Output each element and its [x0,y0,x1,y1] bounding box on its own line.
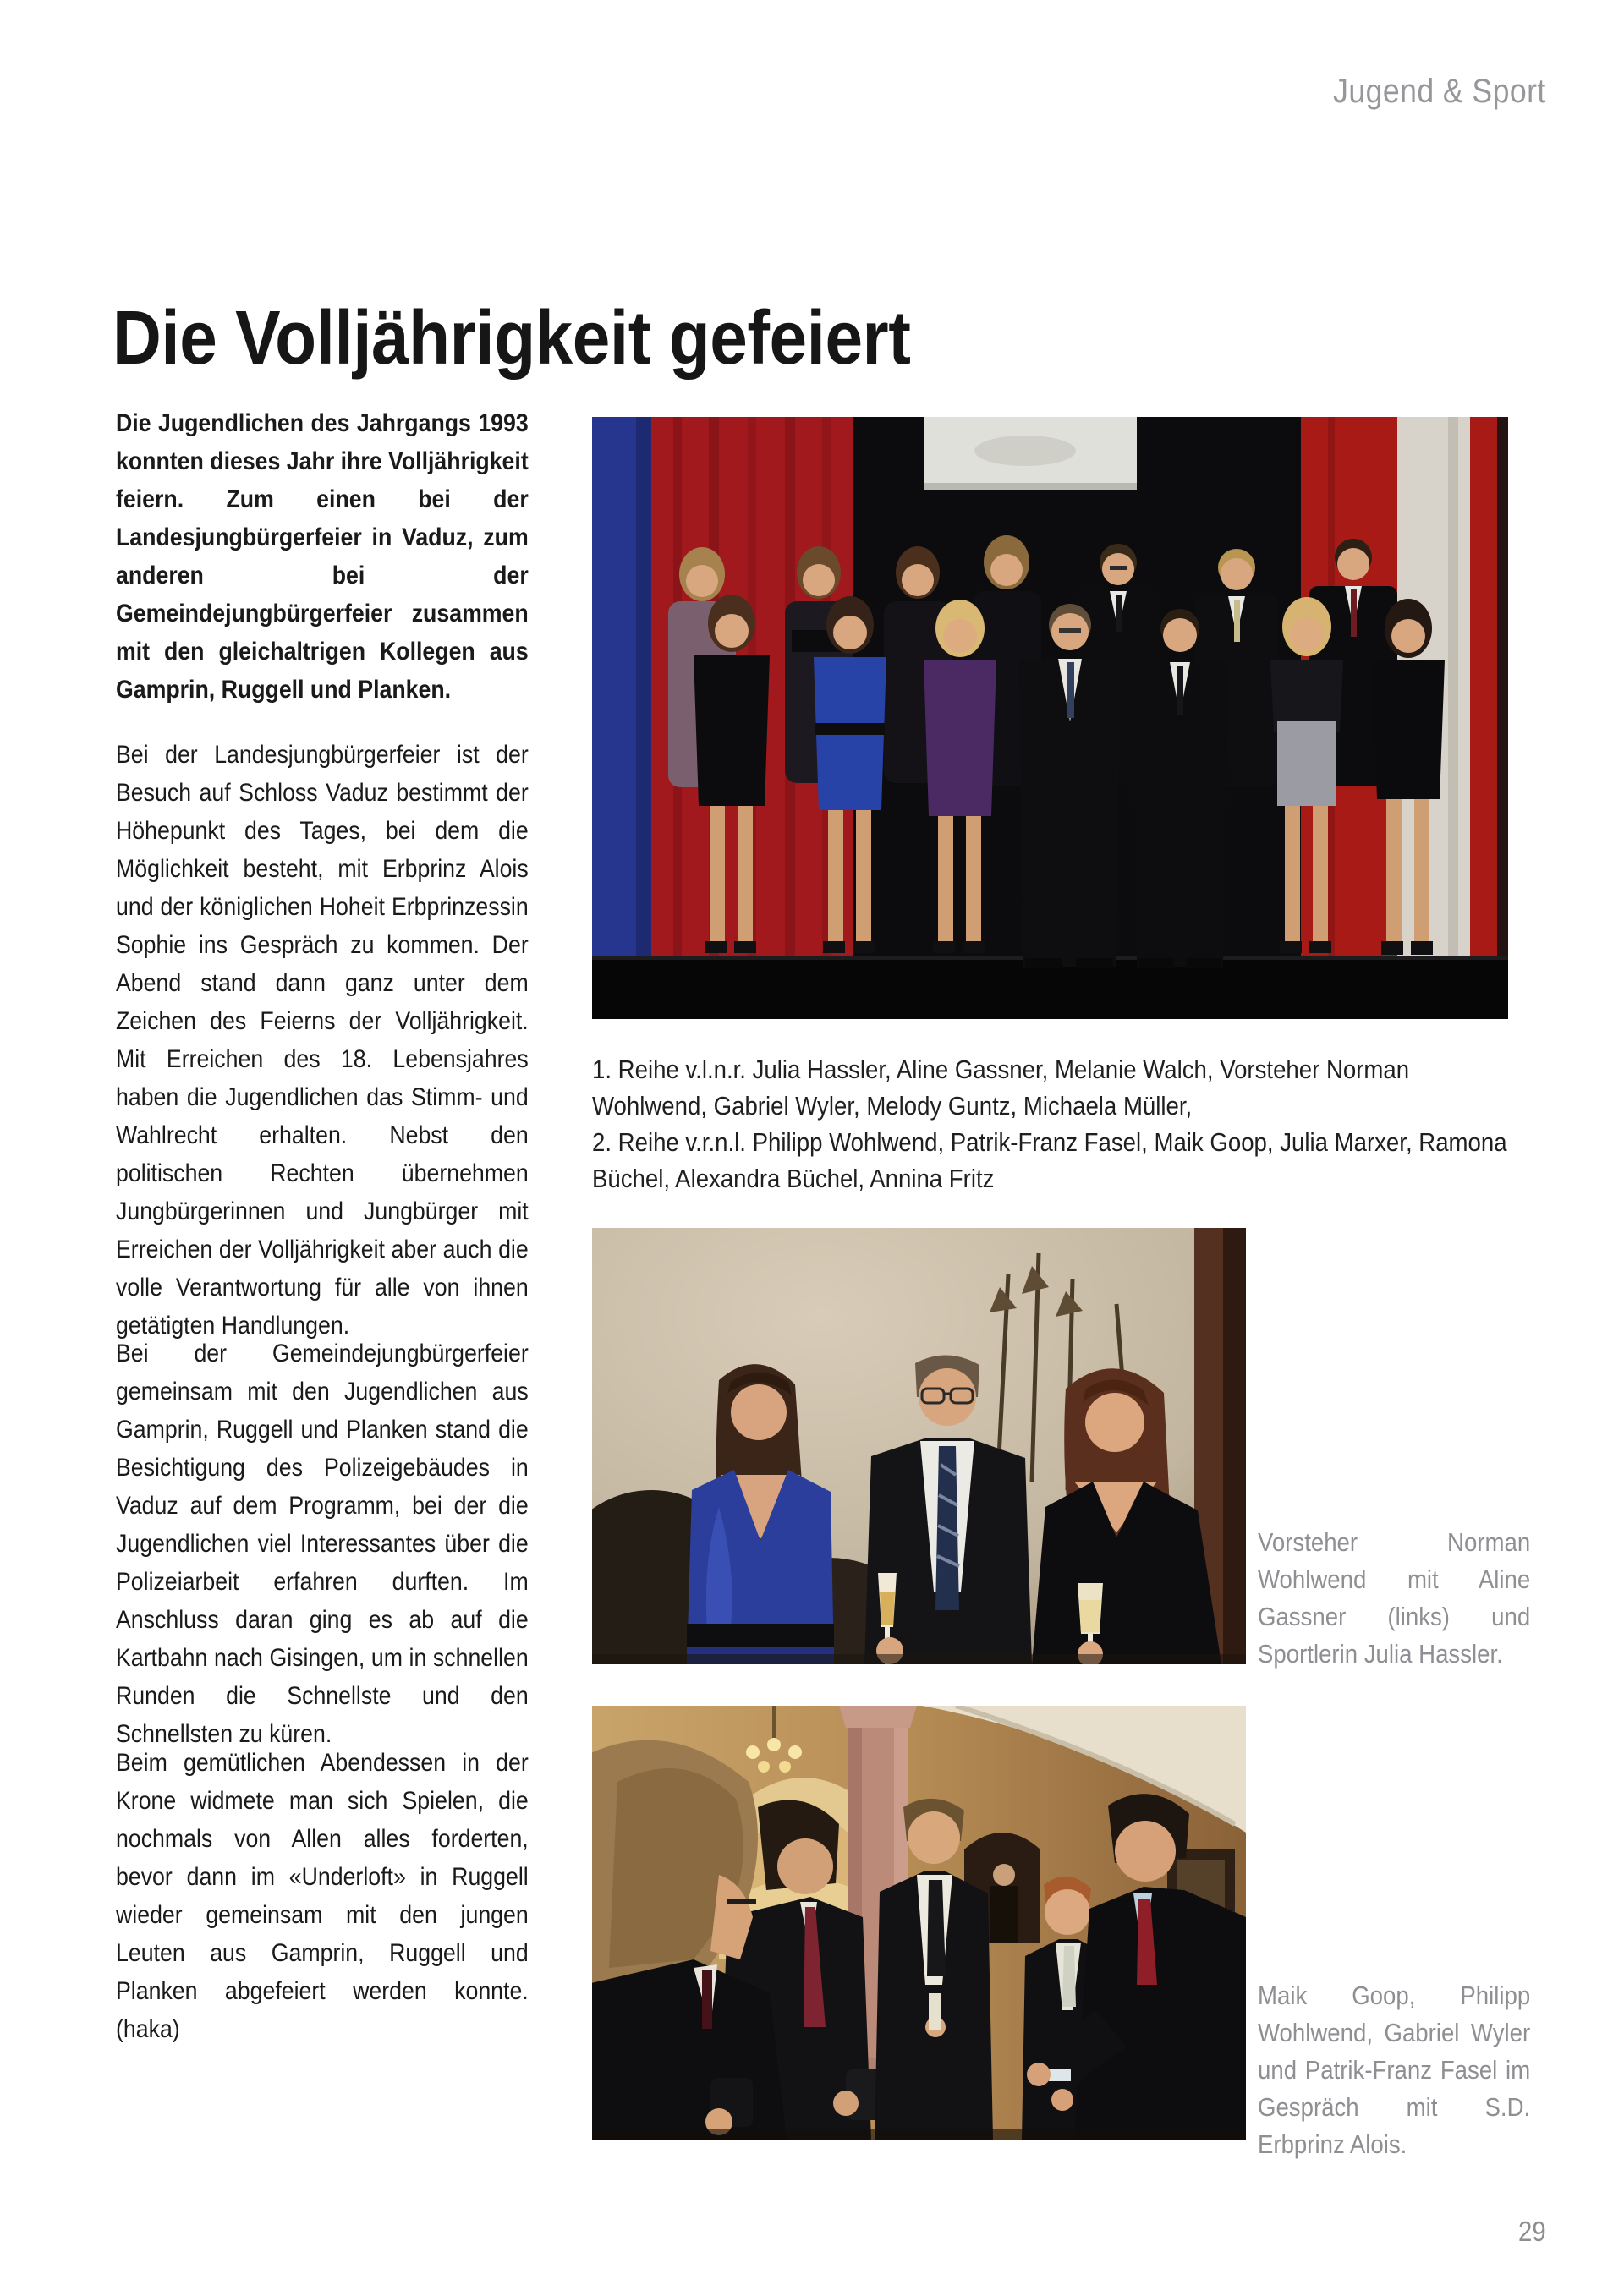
photo-group-caption [592,1051,1514,1197]
lead-paragraph: Die Jugendlichen des Jahrgangs 1993 konnten dieses Jahr ihre Volljährigkeit feiern. Zum einen bei der Landesjungbürgerfeier in Vaduz, zum anderen bei der Gemeindejungbürgerfeier zusammen mit den gleichaltrigen Kollegen aus Gamprin, Ruggell und Planken. [116,409,529,704]
page-title: Die Volljährigkeit gefeiert [112,296,911,381]
photo-talk-caption: Maik Goop, Philipp Wohlwend, Gabriel Wyler und Patrik-Franz Fasel im Gespräch mit S.D. Erbprinz Alois. [1258,1981,1531,2159]
photo-group-illustration [592,417,1508,1019]
photo-group-stage [592,417,1508,1019]
photo-trio-illustration [592,1228,1246,1664]
photo-talk-illustration [592,1706,1246,2140]
caption-row-1: 1. Reihe v.l.n.r. Julia Hassler, Aline Gassner, Melanie Walch, Vorsteher Norman Wohlwend, Gabriel Wyler, Melody Guntz, Michaela Müller, [592,1055,1410,1121]
photo-trio-reception [592,1228,1246,1664]
section-label: Jugend & Sport [1333,73,1546,110]
body-paragraph: Bei der Landesjungbürgerfeier ist der Besuch auf Schloss Vaduz bestimmt der Höhepunkt des Tages, bei dem die Möglichkeit besteht, mit Erbprinz Alois und der königlichen Hoheit Erbprinzessin Sophie ins Gespräch zu kommen. Der Abend stand dann ganz unter dem Zeichen des Feierns der Volljährigkeit. Mit Erreichen des 18. Lebensjahres haben die Jugendlichen das Stimm- und Wahlrecht erhalten. Nebst den politischen Rechten übernehmen Jungbürgerinnen und Jungbürger mit Erreichen der Volljährigkeit aber auch die volle Verantwortung für alle von ihnen getätigten Handlungen. [116,741,529,1340]
photo-trio-caption: Vorsteher Norman Wohlwend mit Aline Gassner (links) und Sportlerin Julia Hassler. [1258,1527,1531,1669]
body-paragraph: Bei der Gemeindejungbürgerfeier gemeinsam mit den Jugendlichen aus Gamprin, Ruggell und Planken stand die Besichtigung des Polizeigebäudes in Vaduz auf dem Programm, bei der die Jugendlichen viel Interessantes über die Polizeiarbeit erfahren durften. Im Anschluss daran ging es ab auf die Kartbahn nach Gisingen, um in schnellen Runden die Schnellste und den Schnellsten zu küren. [116,1340,529,1748]
body-paragraph: Beim gemütlichen Abendessen in der Krone widmete man sich Spielen, die nochmals von Allen alles forderten, bevor dann im «Underloft» in Ruggell wieder gemeinsam mit den jungen Leuten aus Gamprin, Ruggell und Planken abgefeiert werden konnte. (haka) [116,1749,529,2043]
photo-talk-cellar [592,1706,1246,2140]
caption-row-2: 2. Reihe v.r.n.l. Philipp Wohlwend, Patrik-Franz Fasel, Maik Goop, Julia Marxer, Ramona Büchel, Alexandra Büchel, Annina Fritz [592,1127,1507,1193]
page-number: 29 [1518,2216,1546,2247]
